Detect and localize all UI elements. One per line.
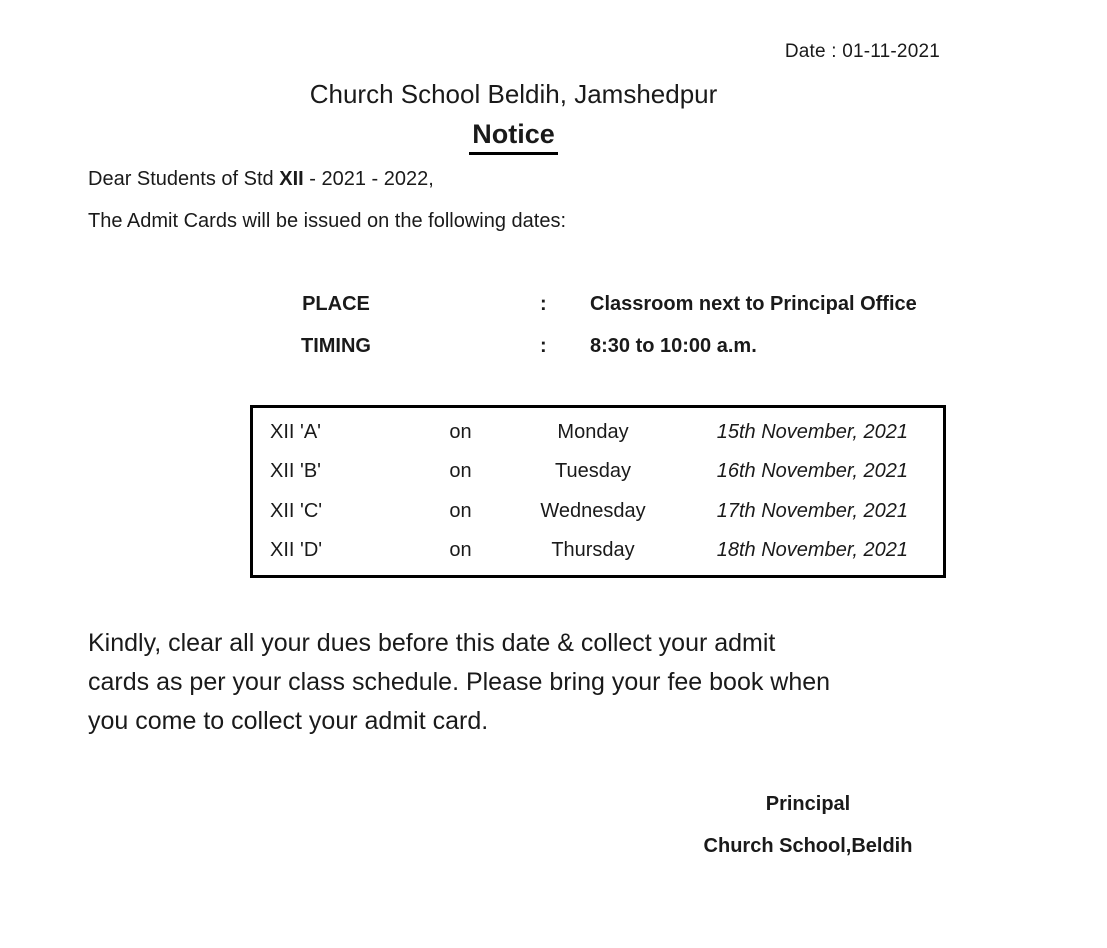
paragraph-line: Kindly, clear all your dues before this date & collect your admit: [88, 629, 776, 657]
date-line: Date : 01-11-2021: [784, 41, 940, 62]
salutation-prefix: Dear Students of Std: [88, 168, 280, 190]
salutation-std: XII: [279, 168, 304, 190]
schedule-row: [253, 413, 943, 452]
class-name-cell: XII 'D': [270, 538, 323, 561]
class-name-cell: XII 'C': [270, 499, 323, 522]
timing-separator: :: [540, 335, 547, 357]
place-label: PLACE: [302, 293, 370, 315]
schedule-row: [253, 452, 943, 491]
signature-organization: Church School,Beldih: [703, 835, 913, 857]
paragraph-line: you come to collect your admit card.: [88, 707, 489, 735]
signature-role: Principal: [765, 793, 851, 815]
place-row: [0, 293, 1107, 319]
schedule-table: [250, 405, 946, 578]
place-value: Classroom next to Principal Office: [590, 293, 917, 315]
salutation-suffix: - 2021 - 2022,: [303, 168, 434, 190]
salutation-line: [88, 168, 434, 191]
closing-paragraph: [88, 624, 948, 741]
timing-value: 8:30 to 10:00 a.m.: [590, 335, 757, 357]
day-cell: Thursday: [551, 538, 635, 561]
signature-block: [650, 792, 966, 858]
notice-title: Notice: [469, 119, 558, 155]
notice-title-wrap: [0, 119, 1027, 155]
paragraph-line: cards as per your class schedule. Please bring your fee book when: [88, 668, 831, 696]
conjunction-cell: on: [449, 499, 472, 522]
school-name-title: Church School Beldih, Jamshedpur: [309, 79, 718, 109]
timing-row: [0, 335, 1107, 361]
schedule-row: [253, 531, 943, 570]
conjunction-cell: on: [449, 460, 472, 483]
date-cell: 17th November, 2021: [716, 499, 908, 522]
class-name-cell: XII 'A': [270, 421, 321, 444]
date-cell: 16th November, 2021: [716, 460, 908, 483]
schedule-row: [253, 492, 943, 531]
day-cell: Monday: [557, 421, 629, 444]
date-cell: 18th November, 2021: [716, 538, 908, 561]
conjunction-cell: on: [449, 421, 472, 444]
conjunction-cell: on: [449, 538, 472, 561]
date-cell: 15th November, 2021: [716, 421, 908, 444]
place-separator: :: [540, 293, 547, 315]
day-cell: Tuesday: [555, 460, 631, 483]
timing-label: TIMING: [301, 335, 371, 357]
intro-line: The Admit Cards will be issued on the following dates:: [88, 210, 567, 232]
day-cell: Wednesday: [540, 499, 646, 522]
class-name-cell: XII 'B': [270, 460, 321, 483]
